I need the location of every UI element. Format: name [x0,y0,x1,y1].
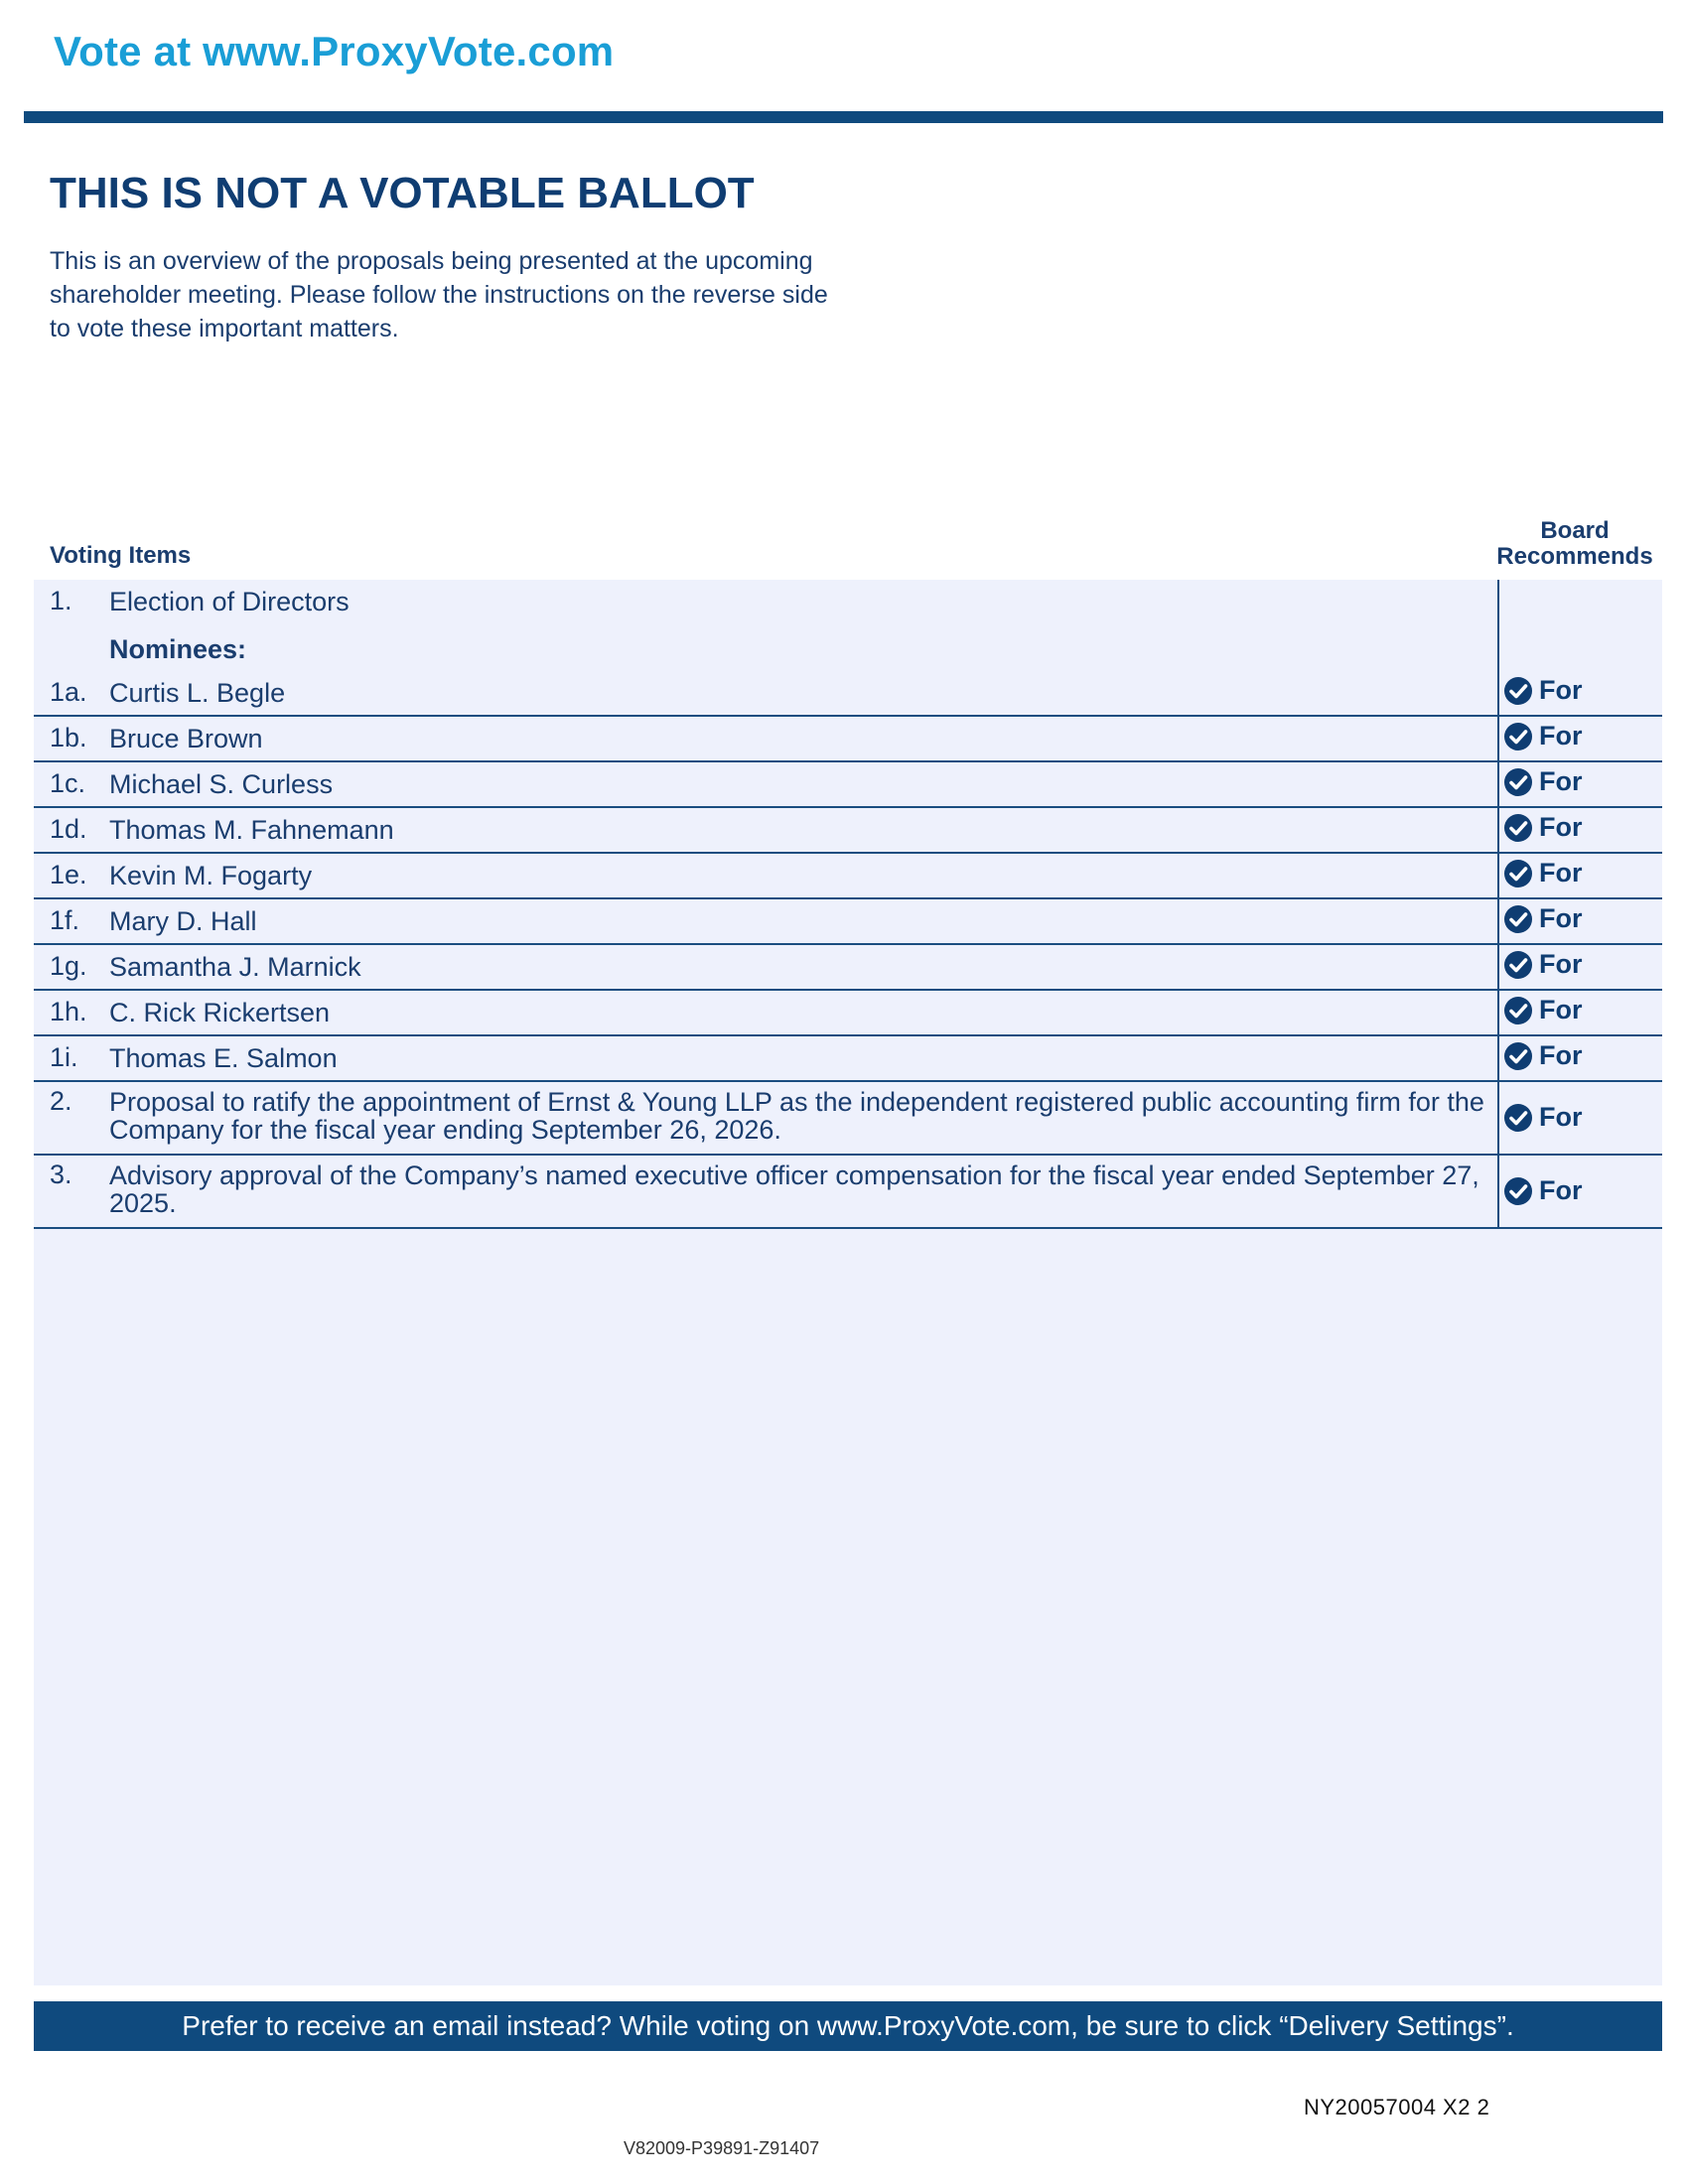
check-circle-icon [1503,1041,1533,1071]
recommendation-label: For [1539,766,1583,796]
proposal-text: Proposal to ratify the appointment of Ernst & Young LLP as the independent registered public accounting firm for the Company for the fiscal year ending September 26, 2026. [109,1087,1484,1145]
check-circle-icon [1503,1176,1533,1206]
nominee-list [34,671,1662,1082]
nominees-label: Nominees: [109,634,247,664]
board-recommendation [1503,858,1583,888]
item-number: 2. [50,1086,72,1116]
board-recommendation [1503,903,1583,934]
item-number: 1. [50,586,72,615]
recommendation-label: For [1539,903,1583,933]
board-header-line2: Recommends [1496,543,1653,570]
item-number: 1d. [50,814,87,844]
recommendation-label: For [1539,1040,1583,1070]
check-circle-icon [1503,996,1533,1025]
recommendation-label: For [1539,721,1583,751]
item-number: 3. [50,1160,72,1189]
check-circle-icon [1503,1103,1533,1133]
board-recommends-header [1485,518,1664,570]
item-number: 1g. [50,951,87,981]
header-rule [24,111,1663,123]
recommendation-label: For [1539,995,1583,1024]
check-circle-icon [1503,950,1533,980]
nominee-row [34,717,1662,762]
nominee-row [34,1036,1662,1082]
board-recommendation [1503,1040,1583,1071]
proposal-text: Advisory approval of the Company’s named executive officer compensation for the fiscal year ended September 27, 2025. [109,1160,1479,1218]
footer-banner: Prefer to receive an email instead? While voting on www.ProxyVote.com, be sure to click “Delivery Settings”. [34,2001,1662,2051]
voting-table [34,580,1662,1229]
board-recommendation [1503,1102,1583,1133]
item-number: 1i. [50,1042,78,1072]
nominee-name: Kevin M. Fogarty [109,861,313,890]
check-circle-icon [1503,676,1533,706]
check-circle-icon [1503,904,1533,934]
recommendation-label: For [1539,675,1583,705]
nominee-name: Curtis L. Begle [109,678,286,708]
nominee-name: Thomas M. Fahnemann [109,815,394,845]
board-recommendation [1503,675,1583,706]
nominee-name: Thomas E. Salmon [109,1043,338,1073]
board-recommendation [1503,812,1583,843]
election-row [34,580,1662,671]
header-title[interactable]: Vote at www.ProxyVote.com [54,28,615,74]
item-number: 1a. [50,677,87,707]
proposal-row [34,1082,1662,1156]
proposal-row [34,1156,1662,1229]
intro-text: This is an overview of the proposals being presented at the upcoming shareholder meeting. Please follow the instructions on the reverse side to vote these important matters. [50,247,828,342]
nominee-row [34,671,1662,717]
board-recommendation [1503,721,1583,751]
check-circle-icon [1503,813,1533,843]
nominee-name: Mary D. Hall [109,906,257,936]
check-circle-icon [1503,722,1533,751]
item-number: 1e. [50,860,87,889]
control-code: NY20057004 X2 2 [1304,2095,1490,2119]
item-number: 1f. [50,905,80,935]
nominee-row [34,808,1662,854]
page-title: THIS IS NOT A VOTABLE BALLOT [50,169,755,217]
recommendation-label: For [1539,1102,1583,1132]
nominee-row [34,899,1662,945]
item-number: 1b. [50,723,87,752]
nominee-row [34,991,1662,1036]
board-recommendation [1503,995,1583,1025]
item-number: 1c. [50,768,86,798]
item-label: Election of Directors [109,587,350,616]
item-number: 1h. [50,997,87,1026]
document-code: V82009-P39891-Z91407 [624,2138,820,2158]
recommendation-label: For [1539,812,1583,842]
nominee-name: Bruce Brown [109,724,263,753]
check-circle-icon [1503,767,1533,797]
proposal-list [34,1082,1662,1229]
recommendation-label: For [1539,949,1583,979]
nominee-name: C. Rick Rickertsen [109,998,331,1027]
nominee-name: Samantha J. Marnick [109,952,361,982]
nominee-row [34,762,1662,808]
nominee-row [34,945,1662,991]
nominee-row [34,854,1662,899]
board-header-line1: Board [1540,517,1610,544]
recommendation-label: For [1539,858,1583,887]
nominee-name: Michael S. Curless [109,769,334,799]
board-recommendation [1503,766,1583,797]
board-recommendation [1503,1175,1583,1206]
check-circle-icon [1503,859,1533,888]
recommendation-label: For [1539,1175,1583,1205]
board-recommendation [1503,949,1583,980]
voting-items-header: Voting Items [50,542,192,569]
